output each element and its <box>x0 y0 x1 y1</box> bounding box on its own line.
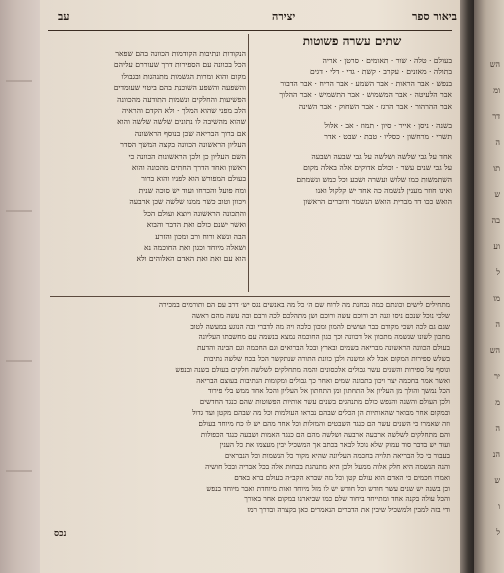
page-fragment: ל <box>496 268 500 277</box>
text-line: ולכן העולם והשנה והנפש כולם מתנהגים בשנים עשר אותיות הפשוטות שהם כנגד החדשים <box>199 397 450 407</box>
text-line: ועוד יש בדבר סוד עמוק שלא נוכל לבאר בכתב אך המשכיל יבין מעצמו את כל הענין <box>219 440 450 450</box>
text-line: בעולם · טלה · שור · תאומים · סרטן · אריה <box>322 56 452 65</box>
right-page-edge <box>474 0 504 573</box>
text-line: מתכון לשונו שנשמה מתכוון אל דכוונה וכך כגון החוכמה נמצא בנשמה עם מחשבתו העליונה <box>198 332 450 342</box>
page-fragment: ש <box>494 190 500 199</box>
text-line: מקום והוא ומרות הגשמות מתנהגות ובגבולו <box>121 71 246 81</box>
left-column <box>50 48 246 265</box>
page-fragment: מ <box>495 398 500 407</box>
text-line: אם ברוך הבריאה שכן בנוסף הראשונה <box>134 128 246 138</box>
page-fragment: מו <box>493 294 500 303</box>
page-edge-mark <box>6 470 32 472</box>
text-line: הנקודות ונתיבות הקודמות הכוונה בהם שפאר <box>115 49 246 58</box>
text-line: ושאלה מיוחד וכגון ואת החוכמה נא <box>143 242 246 252</box>
text-line: והם מתחלקים לשלשה ארבעה ארבעה ושלשה מהם הם כנגד האמות ושבעה כנגד הכפולות <box>200 429 450 439</box>
page-fragment: וע <box>493 242 500 251</box>
page-fragment: ה <box>495 424 500 433</box>
column-heading: שתים עשרה פשוטות <box>302 34 402 48</box>
text-line: ואינו חוזר מענין לנשמה כה אחד יש קלקול ואנו <box>315 186 452 196</box>
text-line: הוא עם ואת ואת האדם האלוהים ולא <box>136 254 246 264</box>
text-line: השתמשות כמו שלוש ועשרה ושבע וכל כמש ונשמתם <box>296 174 452 184</box>
text-line: הלב מפני שהוא המלך · ולא הקדם והראיה <box>121 106 246 116</box>
text-line: ויכוון וטוב כשר ממנו שלשה שכן ארבעה <box>129 197 246 207</box>
text-line: ומח פועל והכרחו ועוד יש סוכה שנית <box>138 185 246 195</box>
text-line: בתולה · מאזנים · עקרב · קשת · גדי · דלי · דגים <box>309 67 452 77</box>
text-line: בעבור כי כל הבריאה תלויה בחכמה העליונה שהיא מקור כל הנשמות וכל הנבראים <box>224 451 450 461</box>
text-line: שגם גם לכה ושכי מקודם כבר ועושים להמון ומכון כלכה ויה מה לדברי ובה הנוגע במעשה לטוב <box>190 321 450 331</box>
text-line: הכל בכוונה עם הספירות דרך שעוררם עליהם <box>113 60 246 70</box>
commentary-block <box>50 300 450 516</box>
text-line: בעולם הכוונה הראשונה מבריאה בשמים ובארץ ובכל הברואים וגם החכמה וגם הבינה והדעת <box>197 343 450 353</box>
text-line: והשפעה והשפע השוכנת בהם ביטוי שעומדים <box>113 83 246 93</box>
page-fragment: הש <box>489 346 500 355</box>
text-line: על גבי שנים עשר · וכולם אדוקים אלה באלה מקום <box>303 163 452 173</box>
text-line: ואשר אמר בחכמה יצר ויכון בתבונה שמים ואחר כך גבולים ומקומות הנתיבות בעוצם הבריאה <box>196 375 450 385</box>
section-title: יצירה <box>272 10 296 23</box>
text-line: הפשיעות והחלקים ונשמות התודעה מהכוונה <box>117 94 246 104</box>
book-gutter <box>460 0 474 573</box>
text-line: והכל עולה בקנה אחד ומתייחד ביחוד שלם כמו שביארנו במקום אחר באורך <box>244 494 450 504</box>
text-line: וכן בשנה יש שנים עשר חודש וכל חודש יש לו מזל מיוחד ואות מיוחדת ואבר מיוחד בנפש <box>206 483 450 493</box>
text-line: הואש ככו דד מברית הואש הנשמר ודוברים הראשון <box>303 197 452 207</box>
page-fragment: ה <box>495 320 500 329</box>
commentary-rule <box>50 296 450 297</box>
text-line: ונוסף על ספירות והשנים עשר גבולים אלכסונים והמה מתחלקים לשלשה חלקים בעולם בשנה ובנפש <box>175 364 450 374</box>
text-line: ואמרו חכמים כי האדם הוא עולם קטן וכל מה שברא הקב״ה בעולם ברא באדם <box>234 472 450 482</box>
right-column <box>252 34 452 208</box>
book-page <box>40 0 460 573</box>
text-line: שהוא מהשיבה לו נתונים שלשה שלשה והוא <box>117 117 246 127</box>
header-rule <box>48 30 452 31</box>
page-header <box>40 10 460 30</box>
text-line: אבר הלעיטה · אבר המשמוש · אבר התשמיש · אבר ההלוך <box>279 90 452 100</box>
page-fragment: הנ <box>492 450 500 459</box>
page-fragment: ש <box>494 476 500 485</box>
page-fragment: בה <box>491 216 500 225</box>
page-edge-mark <box>6 210 32 212</box>
text-line: הבה ונשא ורוח ורב ומכון והזרע <box>155 231 246 241</box>
text-line: תשרי · מרחשון · כסליו · טבת · שבט · אדר <box>324 132 452 142</box>
text-line: ודי בזה למבין ולמשכיל שיבין את הדברים הנאמרים כאן בקצרה ובדרך רמז <box>247 505 450 515</box>
left-page-edge <box>0 0 40 573</box>
page-fragment: יר <box>493 372 500 381</box>
text-line: והנה הנשמה היא חלק אלוה ממעל ולכן היא מתנהגת בכחות אלה בכל אבריה ובכל חושיה <box>205 461 450 471</box>
page-fragment: דר <box>492 112 500 121</box>
page-fragment: ל <box>496 528 500 537</box>
catchword: נכס <box>54 529 67 539</box>
page-fragment: תו <box>493 164 500 173</box>
text-line: השם העליון כן ולכן הראשונות הכוונה כי <box>128 151 246 161</box>
page-number: עב <box>58 10 70 23</box>
page-fragment: ה <box>495 138 500 147</box>
text-line: וזה שאמרו כי השנים עשר הם כנגד השבטים והמזלות וכל אחד מהם יש לו כח מיוחד בעולם <box>198 418 450 428</box>
text-line: אחד על גבי שלשה ושלשה על גבי שבעה ושבעה <box>311 151 452 161</box>
text-line: ואשר ישנם כולם ואת הדבר והבוא <box>146 220 246 230</box>
book-title: ביאור ספר <box>412 10 457 23</box>
page-edge-mark <box>6 80 32 82</box>
page-edge-mark <box>6 360 32 362</box>
text-line: בנפש · אבר הראות · אבר השמע · אבר הריח · אבר הדבור <box>280 78 452 88</box>
text-line: בשנה · ניסן · אייר · סיון · תמוז · אב · אלול <box>324 121 452 131</box>
text-line: והתכונה הראשונה ויוצא ועולם הכל <box>143 208 246 218</box>
text-line: אבר ההרהור · אבר הרגז · אבר השחוק · אבר השינה <box>298 101 452 111</box>
column-divider <box>248 34 249 292</box>
text-line: בעולם המפורש הוא לפניו והוא ברור <box>141 174 246 184</box>
page-fragment: הש <box>489 60 500 69</box>
page-fragment: ומ <box>493 86 500 95</box>
text-line: ראשון ואחד הדרך החתים מהכונה והוא <box>131 163 246 173</box>
text-line: העליון הראשונה הכוונה בקצה המשך הסדר <box>120 140 246 150</box>
text-line: ובמקום אחר מבואר שהאותיות הן הכלים שבהם נבראו העולמות וכל מה שבהם מקטן ועד גדול <box>192 407 450 417</box>
text-line: בשלש ספירות המקום אבל לא ומשנה ולכן כוונת התורה שנתקשר הכל בכח שלשה נתיבות <box>203 353 450 363</box>
text-line: שלכי נוכל שנכם ניסו וגנה רב ורוכם עשה ורוכם ושן מתהלכם לכה ורבם ובה עשה מהם ראשה <box>191 310 450 320</box>
page-fragment: ו <box>497 502 500 511</box>
text-line: הכל נמשך והולך מן העליון אל התחתון ומן התחתון אל העליון והכל אחד ממש בלי פירוד <box>207 386 450 396</box>
text-line: מתחילים לישים וכונתם כמה נבחנת מה לרוח שם ה׳ כל מה באנשים נגס יש׳ דרב עם הם ותורמים במכירה <box>158 300 450 309</box>
